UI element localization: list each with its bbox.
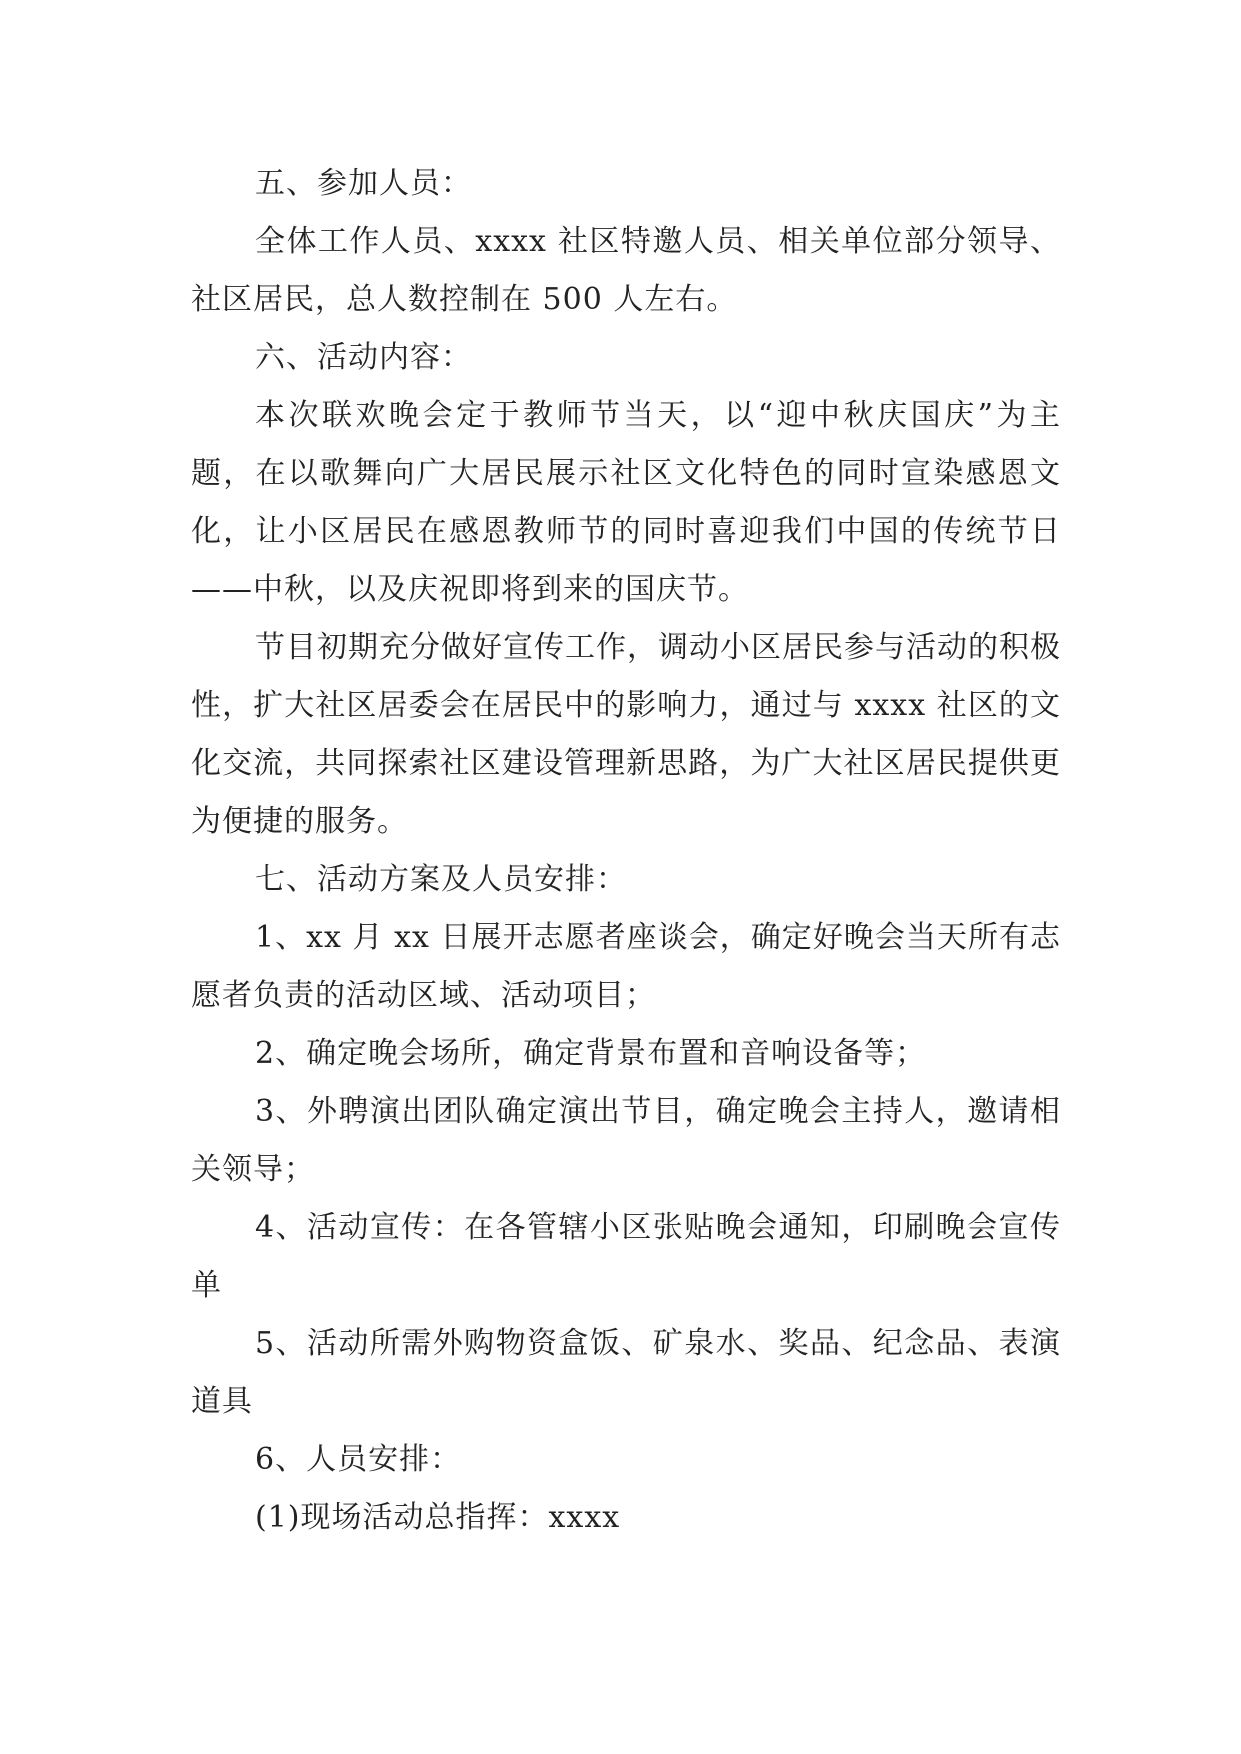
plan-item-2: 2、确定晚会场所，确定背景布置和音响设备等； (255, 1036, 927, 1071)
section-heading-plan-arrangement: 七、活动方案及人员安排： (255, 862, 627, 897)
plan-item-4: 4、活动宣传：在各管辖小区张贴晚会通知，印刷晚会宣传单 (191, 1210, 1061, 1303)
staff-subitem-1: (1)现场活动总指挥：xxxx (255, 1500, 621, 1535)
plan-item-3: 3、外聘演出团队确定演出节目，确定晚会主持人，邀请相关领导； (191, 1094, 1061, 1187)
section-heading-activity-content: 六、活动内容： (255, 340, 472, 375)
activity-content-paragraph: 本次联欢晚会定于教师节当天，以“迎中秋庆国庆”为主题，在以歌舞向广大居民展示社区文化特色的同时宣染感恩文化，让小区居民在感恩教师节的同时喜迎我们中国的传统节日——中秋，以及庆祝即将到来的国庆节。 (191, 398, 1061, 607)
document-body (191, 155, 1061, 1547)
plan-item-1: 1、xx 月 xx 日展开志愿者座谈会，确定好晚会当天所有志愿者负责的活动区域、活动项目； (191, 920, 1061, 1013)
plan-item-6: 6、人员安排： (255, 1442, 462, 1477)
participants-paragraph: 全体工作人员、xxxx 社区特邀人员、相关单位部分领导、社区居民，总人数控制在 500 人左右。 (191, 224, 1061, 317)
program-promotion-paragraph: 节目初期充分做好宣传工作，调动小区居民参与活动的积极性，扩大社区居委会在居民中的影响力，通过与 xxxx 社区的文化交流，共同探索社区建设管理新思路，为广大社区居民提供更为便捷的服务。 (191, 630, 1061, 839)
plan-item-5: 5、活动所需外购物资盒饭、矿泉水、奖品、纪念品、表演道具 (191, 1326, 1061, 1419)
section-heading-participants: 五、参加人员： (255, 166, 472, 201)
